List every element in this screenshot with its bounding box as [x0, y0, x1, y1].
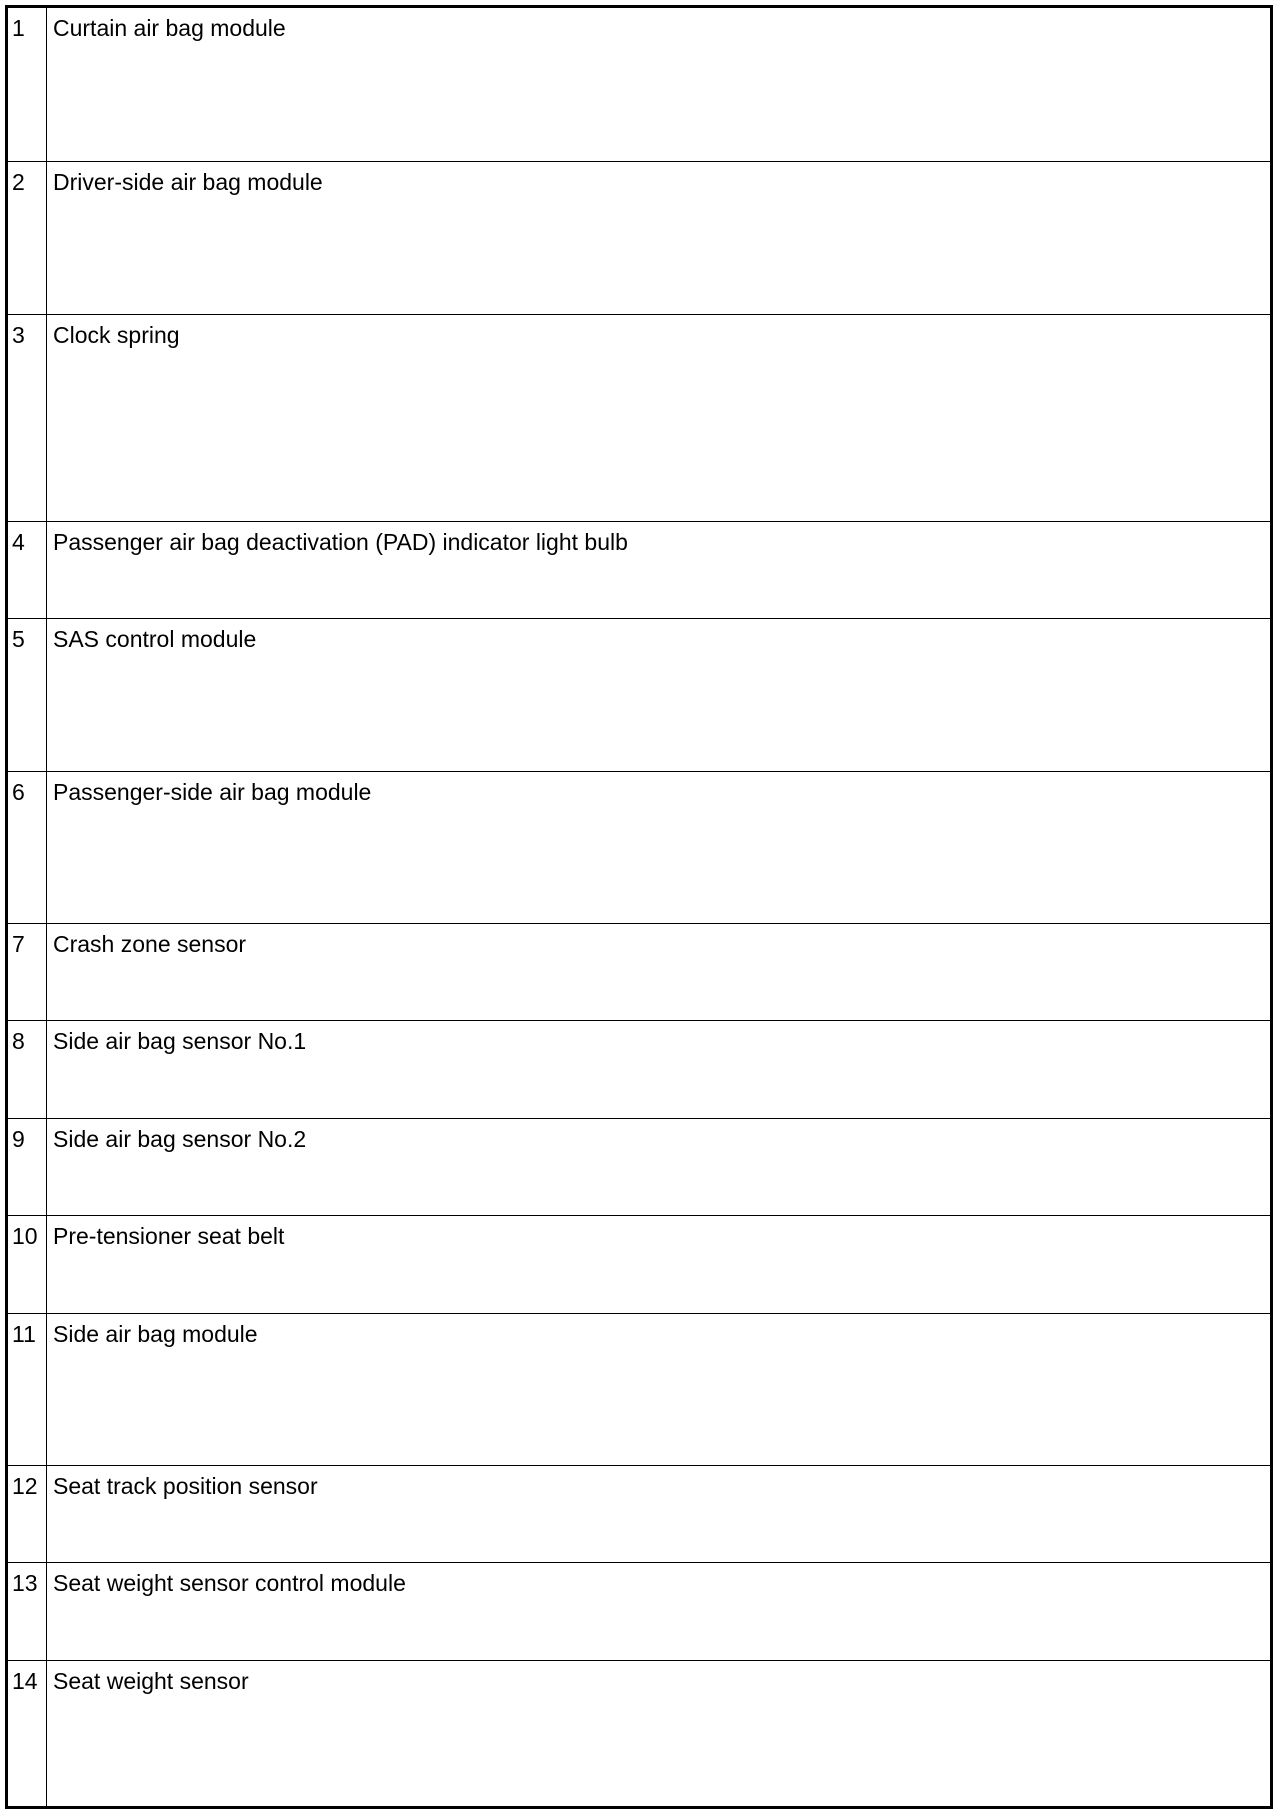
item-number: 9: [8, 1119, 47, 1215]
item-name: Pre-tensioner seat belt: [53, 1223, 285, 1249]
table-row: [8, 771, 1270, 923]
item-name: Seat track position sensor: [53, 1473, 318, 1499]
item-name: Driver-side air bag module: [53, 169, 323, 195]
item-number: 13: [8, 1563, 47, 1660]
item-name: Passenger-side air bag module: [53, 779, 372, 805]
table-row: [8, 314, 1270, 521]
table-row: [8, 1562, 1270, 1660]
item-number: 14: [8, 1661, 47, 1806]
item-number: 1: [8, 8, 47, 161]
component-legend-table: [5, 5, 1273, 1809]
item-number: 5: [8, 619, 47, 771]
item-number: 11: [8, 1314, 47, 1465]
table-row: [8, 1118, 1270, 1215]
item-name: Seat weight sensor control module: [53, 1570, 406, 1596]
item-name: Passenger air bag deactivation (PAD) indicator light bulb: [53, 529, 628, 555]
table-row: [8, 521, 1270, 618]
table-row: [8, 1020, 1270, 1118]
item-number: 6: [8, 772, 47, 923]
table-row: [8, 923, 1270, 1020]
table-row: [8, 8, 1270, 161]
item-name: Side air bag sensor No.1: [53, 1028, 307, 1054]
item-number: 2: [8, 162, 47, 314]
item-name: Seat weight sensor: [53, 1668, 249, 1694]
table-row: [8, 161, 1270, 314]
table-row: [8, 1313, 1270, 1465]
item-number: 10: [8, 1216, 47, 1313]
item-number: 12: [8, 1466, 47, 1562]
item-name: Side air bag module: [53, 1321, 258, 1347]
table-row: [8, 618, 1270, 771]
item-number: 7: [8, 924, 47, 1020]
table-row: [8, 1660, 1270, 1806]
item-number: 8: [8, 1021, 47, 1118]
item-number: 4: [8, 522, 47, 618]
table-row: [8, 1215, 1270, 1313]
table-row: [8, 1465, 1270, 1562]
item-name: Crash zone sensor: [53, 931, 247, 957]
item-name: Curtain air bag module: [53, 15, 286, 41]
item-name: Clock spring: [53, 322, 180, 348]
item-name: SAS control module: [53, 626, 257, 652]
item-name: Side air bag sensor No.2: [53, 1126, 307, 1152]
item-number: 3: [8, 315, 47, 521]
